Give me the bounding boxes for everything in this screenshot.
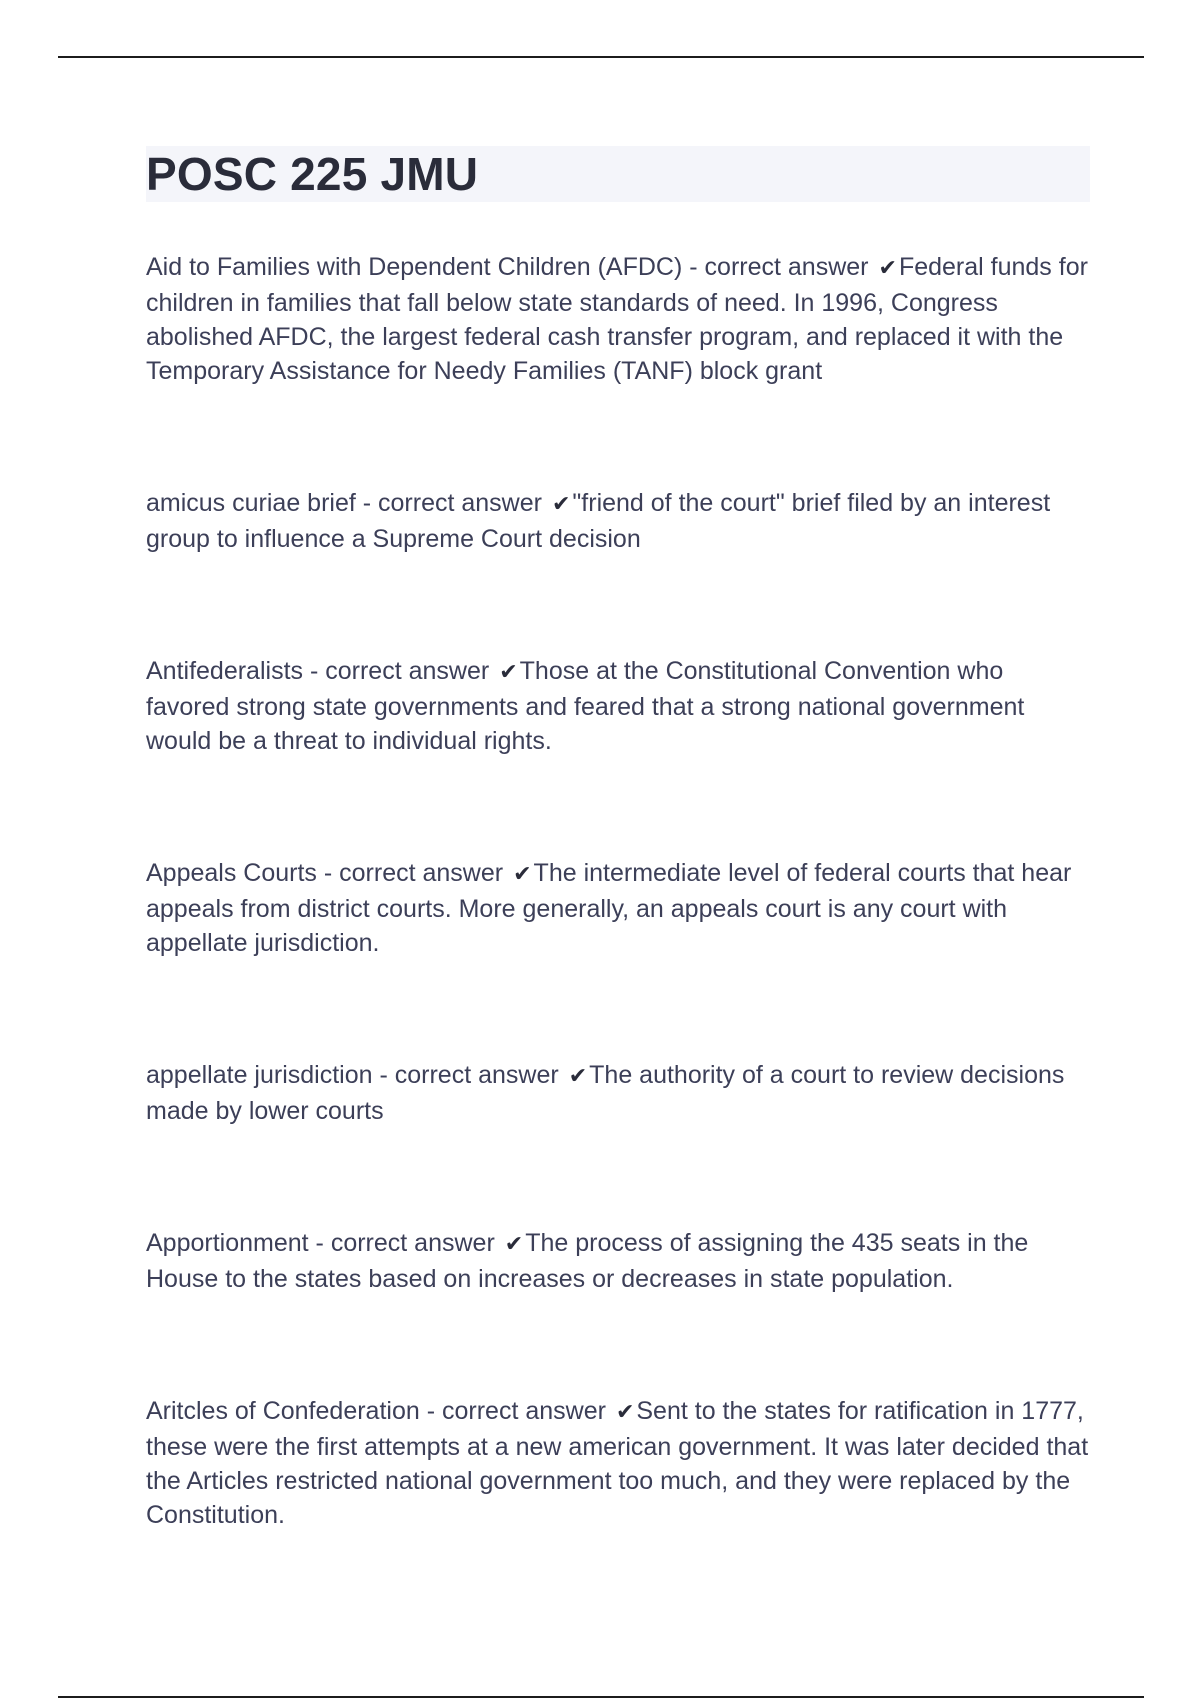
entry-term: Apportionment	[146, 1229, 309, 1257]
entry-separator: - correct answer	[355, 489, 542, 517]
entry-separator: - correct answer	[682, 253, 869, 281]
flashcard-entry	[146, 1058, 1090, 1128]
entry-term: Antifederalists	[146, 657, 304, 685]
flashcard-entry	[146, 250, 1090, 388]
entry-definition: "friend of the court" brief filed by an interest group to influence a Supreme Court decision	[146, 489, 1051, 553]
entry-separator: - correct answer	[419, 1397, 606, 1425]
flashcard-entry	[146, 486, 1090, 556]
entry-separator: - correct answer	[308, 1229, 495, 1257]
bottom-rule	[58, 1696, 1144, 1698]
checkmark-icon: ✔	[551, 492, 571, 517]
entry-definition: Federal funds for children in families that fall below state standards of need. In 1996, Congress abolished AFDC, the largest federal cash transfer program, and replaced it with the Temporary Assistance for Needy Families (TANF) block grant	[146, 253, 1088, 385]
entry-separator: - correct answer	[372, 1061, 559, 1089]
entry-definition: Those at the Constitutional Convention who favored strong state governments and feared that a strong national government would be a threat to individual rights.	[146, 657, 1025, 755]
flashcard-entry	[146, 1226, 1090, 1296]
entry-definition: The authority of a court to review decisions made by lower courts	[146, 1061, 1065, 1125]
top-rule	[58, 56, 1144, 58]
entry-term: amicus curiae brief	[146, 489, 356, 517]
checkmark-icon: ✔	[499, 660, 518, 685]
checkmark-icon: ✔	[878, 256, 897, 281]
flashcard-entry	[146, 856, 1090, 960]
checkmark-icon: ✔	[513, 862, 532, 887]
checkmark-icon: ✔	[504, 1232, 524, 1257]
entry-definition: Sent to the states for ratification in 1777, these were the first attempts at a new american government. It was later decided that the Articles restricted national government too much, and they were replaced by the Constitution.	[146, 1397, 1089, 1529]
page-title: POSC 225 JMU	[146, 148, 479, 200]
entry-separator: - correct answer	[303, 657, 490, 685]
flashcard-entry	[146, 1394, 1090, 1532]
entry-term: Aid to Families with Dependent Children (AFDC)	[146, 253, 683, 281]
flashcard-list	[146, 250, 1090, 1532]
entry-definition: The process of assigning the 435 seats in the House to the states based on increases or decreases in state population.	[146, 1229, 1029, 1293]
entry-separator: - correct answer	[316, 859, 504, 887]
checkmark-icon: ✔	[568, 1064, 588, 1089]
checkmark-icon: ✔	[615, 1400, 635, 1425]
entry-term: Appeals Courts	[146, 859, 317, 887]
flashcard-entry	[146, 654, 1090, 758]
entry-term: appellate jurisdiction	[146, 1061, 373, 1089]
entry-term: Aritcles of Confederation	[146, 1397, 420, 1425]
entry-definition: The intermediate level of federal courts that hear appeals from district courts. More generally, an appeals court is any court with appellate jurisdiction.	[146, 859, 1072, 957]
